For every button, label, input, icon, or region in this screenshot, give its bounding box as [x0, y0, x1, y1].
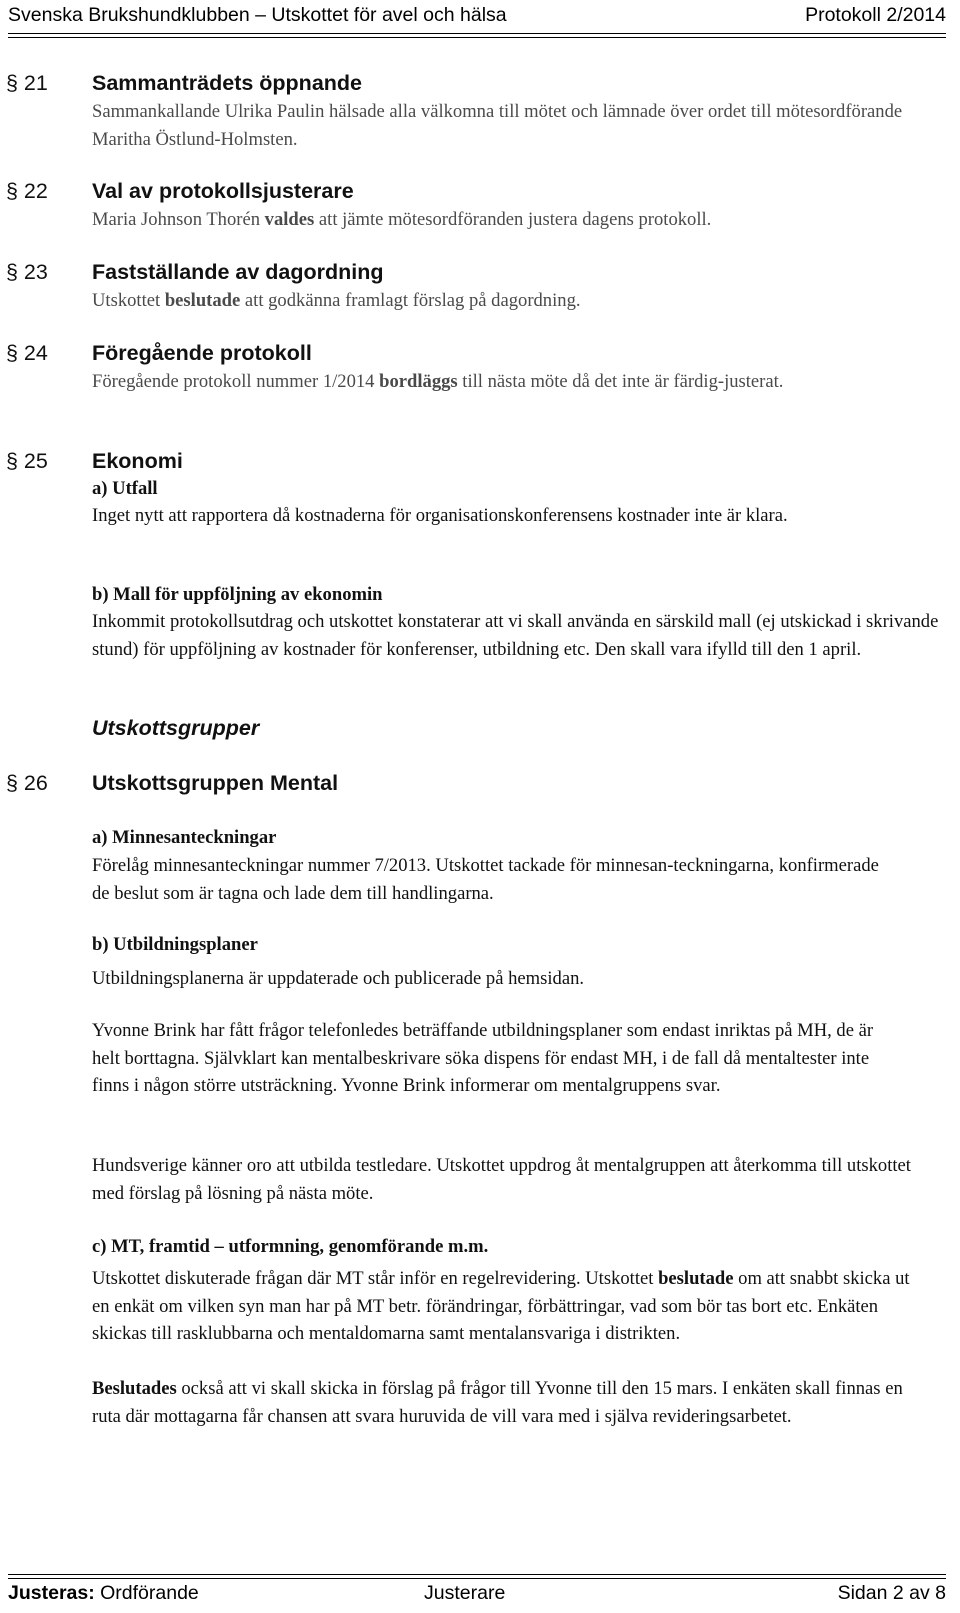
header-protocol-number: Protokoll 2/2014: [805, 3, 946, 26]
footer-chair: Ordförande: [94, 1582, 199, 1604]
section-number: § 24: [6, 341, 48, 365]
section-26a-text: Förelåg minnesanteckningar nummer 7/2013. Utskottet tackade för minnesan-teckningarna, konfirmerade de beslut som är tagna och lade dem till handlingarna.: [92, 855, 879, 904]
footer-signoff: [8, 1582, 199, 1605]
section-26b-text-2: Yvonne Brink har fått frågor telefonledes beträffande utbildningsplaner som endast inriktas på MH, de är helt borttagna. Självklart kan mentalbeskrivare söka dispens för endast MH, i de fall då mentaltester inte finns i någon större utsträckning. Yvonne Brink informerar om mentalgruppens svar.: [92, 1020, 874, 1096]
section-26c-text-1: [92, 1265, 922, 1348]
group-heading: Utskottsgrupper: [92, 716, 260, 740]
section-number: § 26: [6, 771, 48, 795]
decision-word: valdes: [264, 209, 315, 230]
section-25a-text: Inget nytt att rapportera då kostnaderna för organisationskonferensens kostnader inte är klara.: [92, 505, 788, 526]
header-rule: [8, 33, 946, 34]
section-23-text: [92, 287, 940, 315]
text-run: Föregående protokoll nummer 1/2014: [92, 371, 380, 392]
section-26c-text-2: [92, 1375, 912, 1430]
text-run: att jämte mötesordföranden justera dagens protokoll.: [314, 209, 712, 230]
footer-adjuster: Justerare: [424, 1582, 506, 1604]
subsection-heading: b) Utbildningsplaner: [92, 934, 258, 955]
footer-rule-thin: [8, 1574, 946, 1575]
section-26b-text-3: Hundsverige känner oro att utbilda testledare. Utskottet uppdrog åt mentalgruppen att återkomma till utskottet med förslag på lösning på nästa möte.: [92, 1155, 911, 1204]
text-run: Utskottet: [92, 290, 165, 311]
text-run: Utskottet diskuterade frågan där MT står inför en regelrevidering. Utskottet: [92, 1268, 659, 1289]
footer-label: Justeras:: [8, 1582, 95, 1604]
section-title: Fastställande av dagordning: [92, 260, 384, 284]
text-run: till nästa möte då det inte är färdig-justerat.: [457, 371, 784, 392]
section-title: Föregående protokoll: [92, 341, 312, 365]
header-rule-thin: [8, 37, 946, 38]
section-number: § 23: [6, 260, 48, 284]
section-title: Val av protokollsjusterare: [92, 179, 354, 203]
section-21-text: Sammankallande Ulrika Paulin hälsade alla välkomna till mötet och lämnade över ordet till mötesordförande Maritha Östlund-Holmsten.: [92, 101, 903, 150]
subsection-heading: c) MT, framtid – utformning, genomförande m.m.: [92, 1236, 489, 1257]
subsection-heading: b) Mall för uppföljning av ekonomin: [92, 584, 383, 605]
decision-word: beslutade: [658, 1268, 734, 1289]
section-25b-text: Inkommit protokollsutdrag och utskottet konstaterar att vi skall använda en särskild mall (ej utskickad i skrivande stund) för uppföljning av kostnader för konferenser, utbildning etc. Den skall vara ifylld till den 1 april.: [92, 611, 939, 660]
subsection-heading: a) Minnesanteckningar: [92, 827, 277, 848]
footer-page-number: Sidan 2 av 8: [837, 1582, 946, 1604]
header-title: Svenska Brukshundklubben – Utskottet för avel och hälsa: [8, 3, 507, 26]
footer-rule: [8, 1578, 946, 1579]
decision-word: bordläggs: [379, 371, 458, 392]
decision-word: Beslutades: [92, 1378, 177, 1399]
section-number: § 25: [6, 449, 48, 473]
text-run: Maria Johnson Thorén: [92, 209, 265, 230]
text-run: att godkänna framlagt förslag på dagordning.: [240, 290, 581, 311]
section-title: Ekonomi: [92, 449, 183, 473]
section-title: Utskottsgruppen Mental: [92, 771, 339, 795]
section-title: Sammanträdets öppnande: [92, 71, 362, 95]
decision-word: beslutade: [164, 290, 241, 311]
section-26b-text-1: Utbildningsplanerna är uppdaterade och publicerade på hemsidan.: [92, 968, 585, 989]
section-22-text: [92, 206, 940, 234]
section-24-text: [92, 368, 932, 396]
section-number: § 21: [6, 71, 48, 95]
text-run: också att vi skall skicka in förslag på frågor till Yvonne till den 15 mars. I enkäten skall finnas en ruta där mottagarna får chansen att svara huruvida de vill vara med i själva revideringsarbetet.: [92, 1378, 903, 1427]
subsection-heading: a) Utfall: [92, 478, 158, 499]
section-number: § 22: [6, 179, 48, 203]
text-run: om att snabbt skicka ut en enkät om vilken syn man har på MT betr. förändringar, förbättringar, vad som bör tas bort etc. Enkäten skickas till rasklubbarna och mentaldomarna samt mentalansvariga i distrikten.: [92, 1268, 910, 1344]
